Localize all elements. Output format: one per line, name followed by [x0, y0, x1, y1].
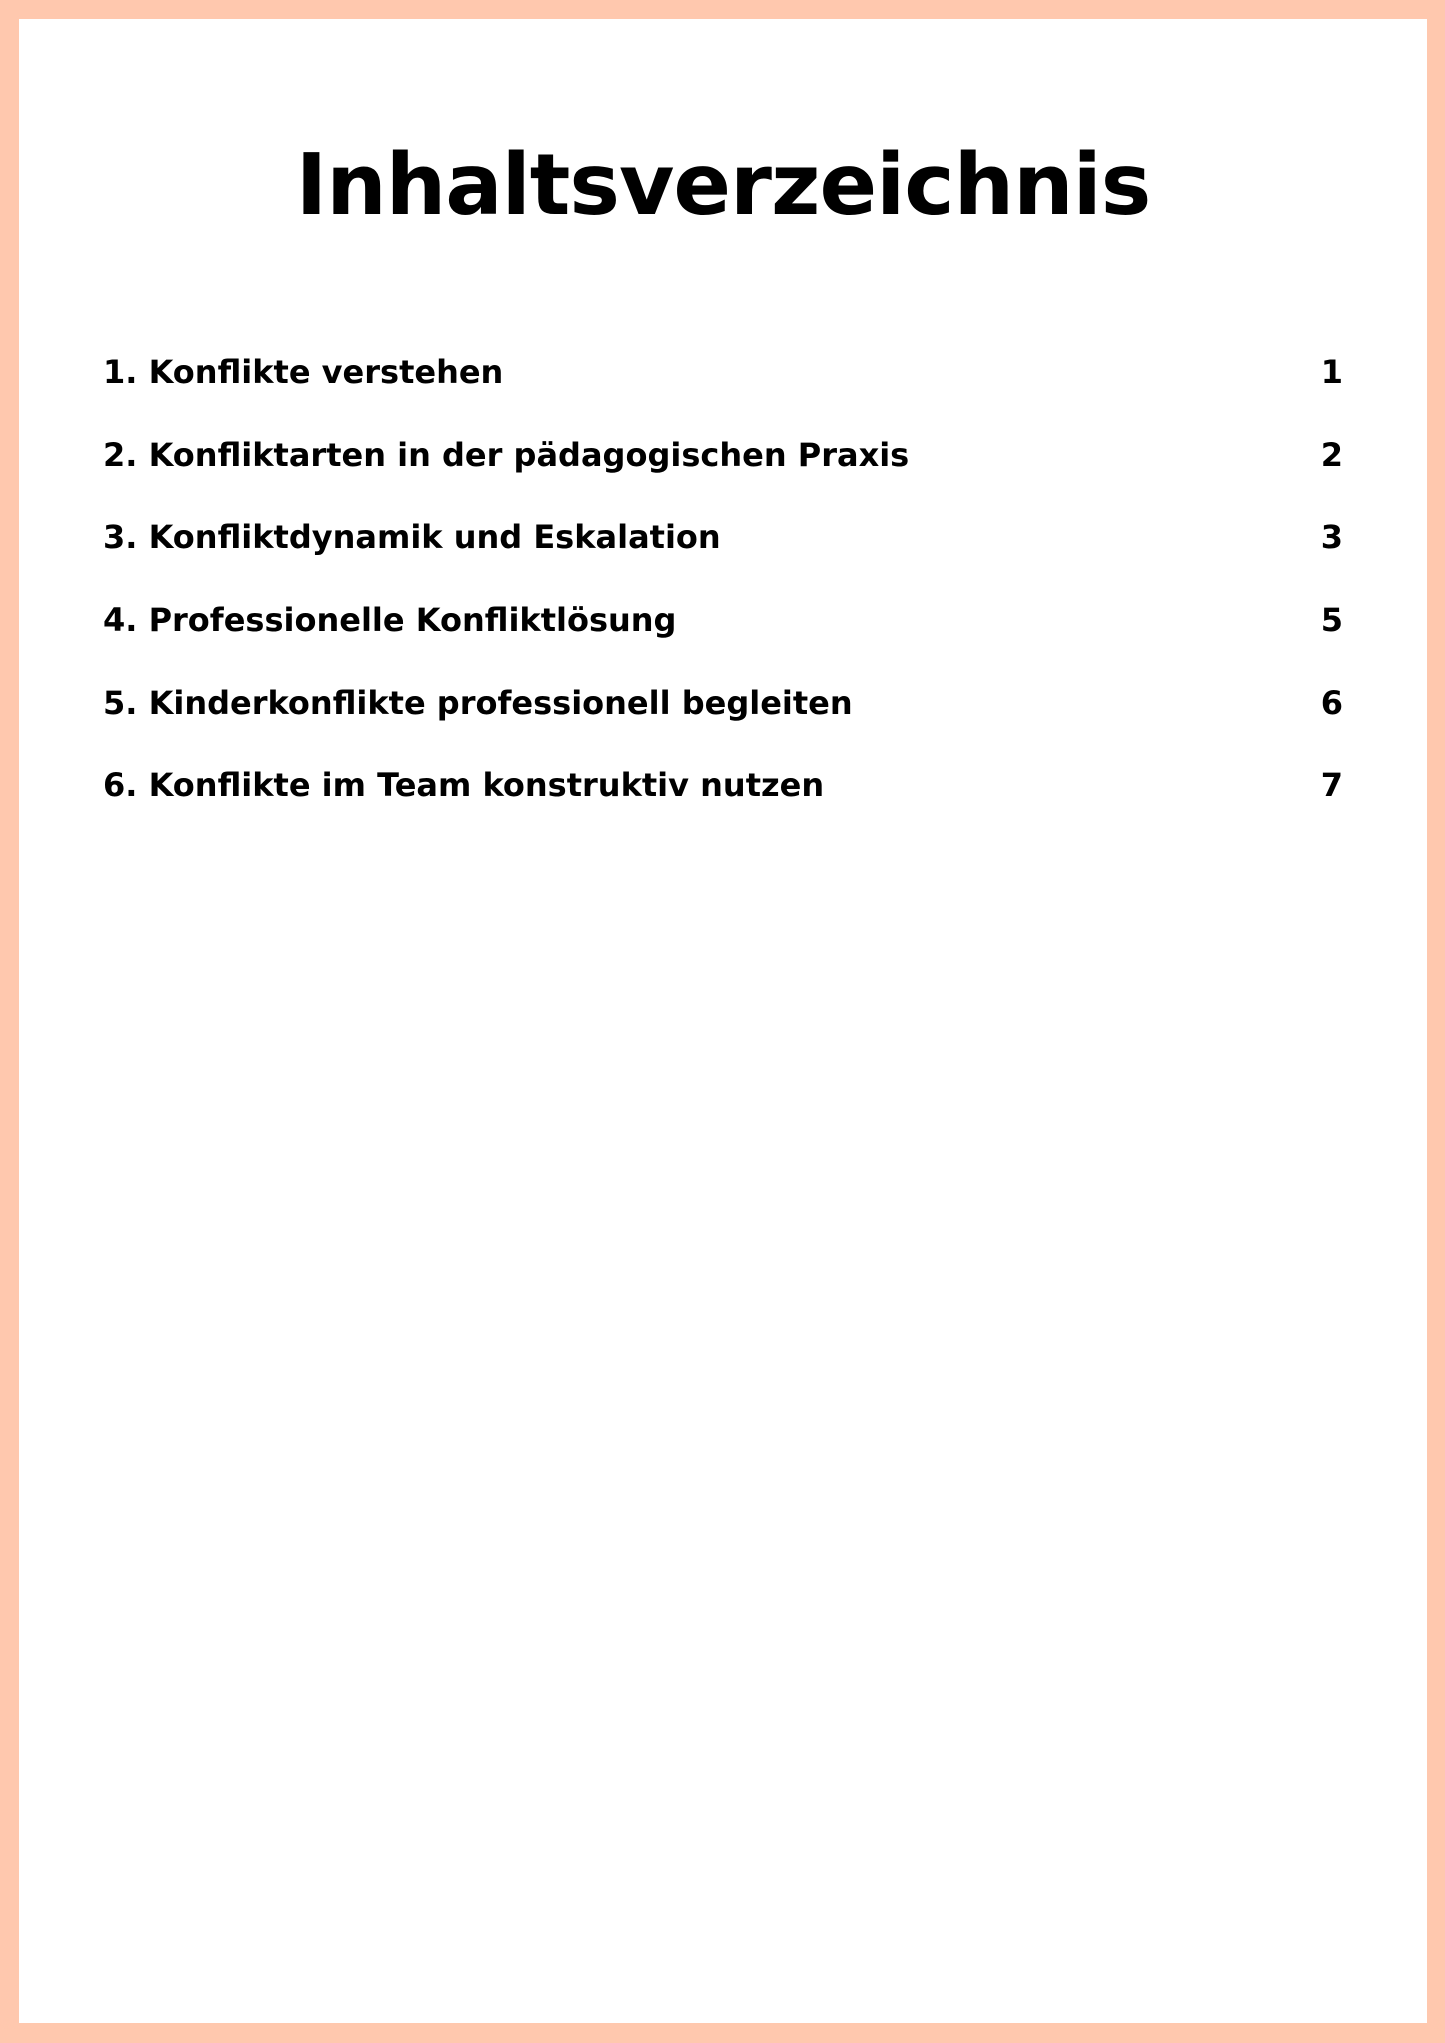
toc-entry[interactable]	[103, 744, 1343, 827]
toc-entry[interactable]	[103, 496, 1343, 579]
toc-entry-page: 1	[1320, 353, 1343, 392]
toc-entry[interactable]	[103, 579, 1343, 662]
toc-entry-label: 4. Professionelle Konfliktlösung	[103, 601, 677, 640]
toc-entry-label: 6. Konflikte im Team konstruktiv nutzen	[103, 766, 825, 805]
toc-entry-page: 6	[1320, 683, 1343, 722]
toc-entry-page: 3	[1320, 518, 1343, 557]
toc-entry-label: 2. Konfliktarten in der pädagogischen Praxis	[103, 435, 910, 474]
toc-entry-page: 7	[1320, 766, 1343, 805]
toc-entry[interactable]	[103, 414, 1343, 497]
toc-entry-label: 5. Kinderkonflikte professionell begleiten	[103, 683, 853, 722]
toc-entry[interactable]	[103, 331, 1343, 414]
table-of-contents	[103, 331, 1343, 827]
toc-entry-label: 3. Konfliktdynamik und Eskalation	[103, 518, 721, 557]
toc-entry-label: 1. Konflikte verstehen	[103, 353, 504, 392]
page-title: Inhaltsverzeichnis	[295, 136, 1151, 235]
toc-entry[interactable]	[103, 661, 1343, 744]
toc-entry-page: 5	[1320, 601, 1343, 640]
document-page	[19, 19, 1427, 2023]
toc-entry-page: 2	[1320, 435, 1343, 474]
